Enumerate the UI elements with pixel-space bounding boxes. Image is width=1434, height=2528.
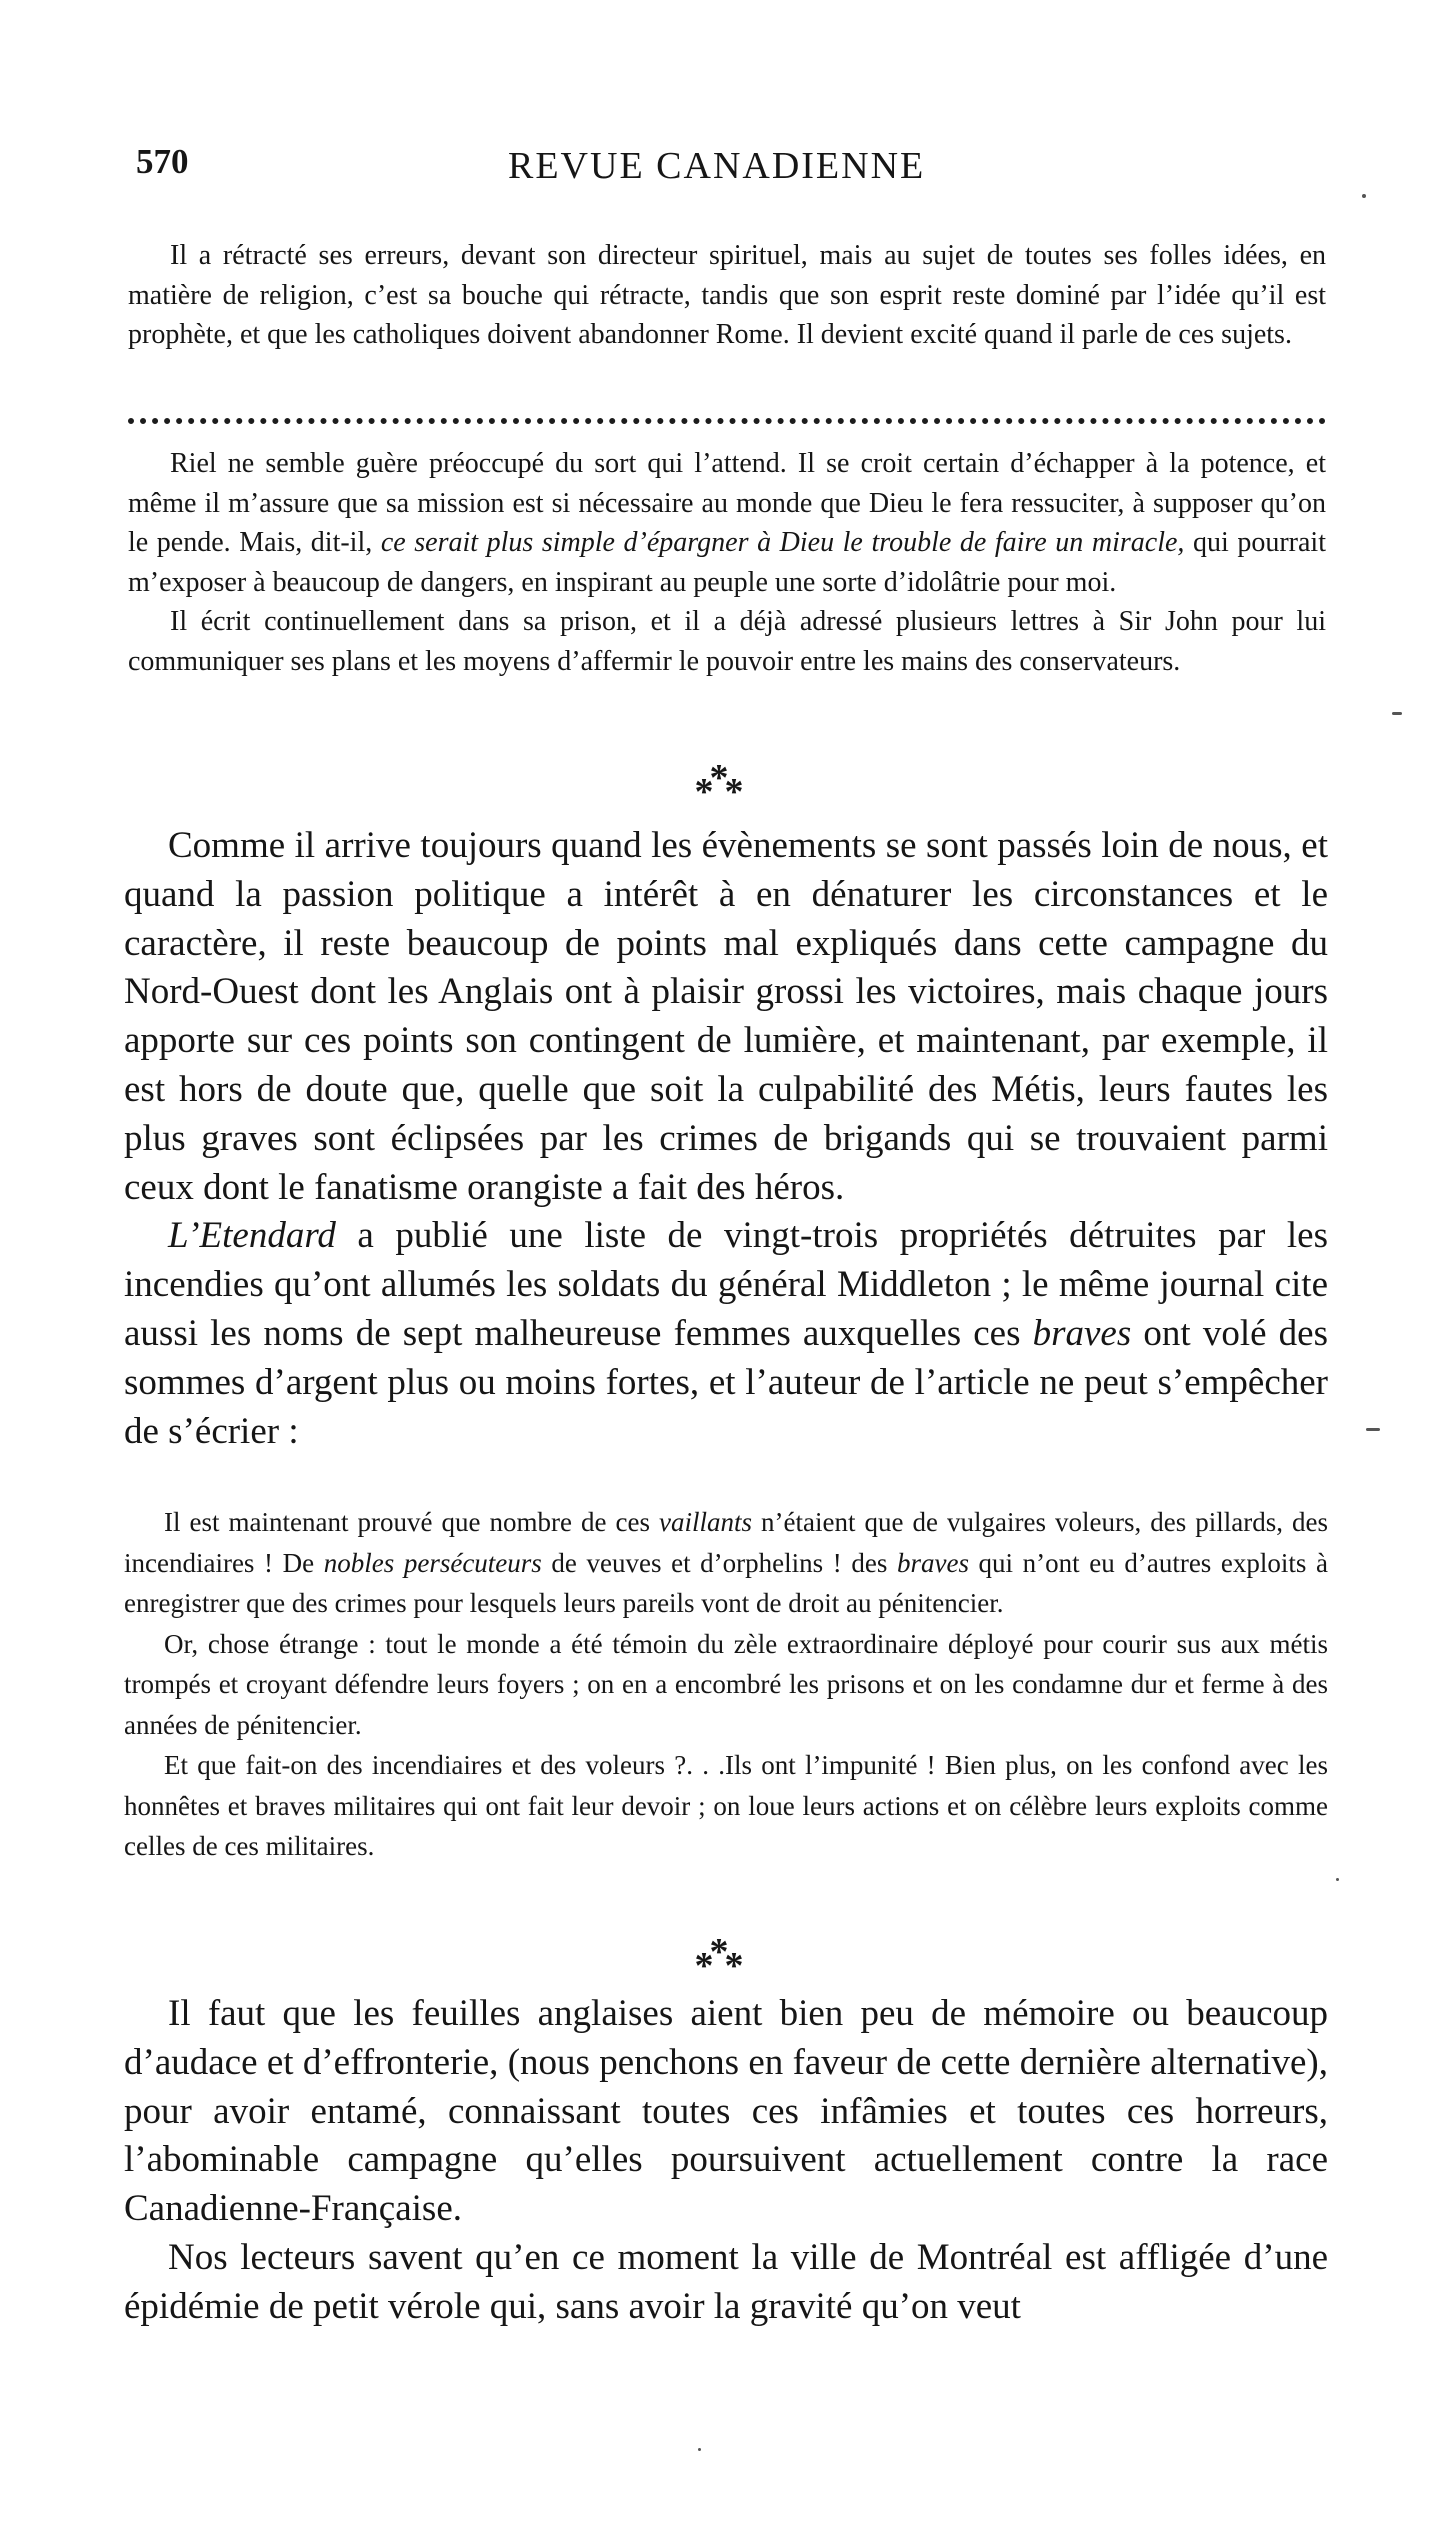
page-header	[128, 140, 1328, 200]
paper-speck	[1336, 1878, 1339, 1881]
italic-text: vaillants	[659, 1507, 752, 1537]
text-run: qui n’ont eu d’autres exploits à enregistrer que des crimes pour lesquels leurs pareils vont de droit au pénitencier.	[124, 1547, 1329, 1618]
text-run: a publié une liste de vingt-trois propriétés détruites par les incendies qu’ont allumés les soldats du général Middleton ; le même journal cite aussi les noms de sept malheureuse femmes auxquelles ces	[124, 1215, 1328, 1354]
paragraph: Il écrit continuellement dans sa prison, et il a déjà adressé plusieurs lettres à Sir John pour lui communiquer ses plans et les moyens d’affermir le pouvoir entre les mains des conservateurs.	[128, 606, 1326, 677]
paper-speck	[1366, 1428, 1380, 1431]
paragraph	[124, 1212, 1328, 1456]
letter-excerpt-bottom	[128, 444, 1326, 681]
text-run: de veuves et d’orphelins ! des	[541, 1547, 897, 1578]
closing-text-block	[124, 1990, 1328, 2332]
paper-speck	[1362, 194, 1366, 198]
asterisk: *	[694, 1945, 710, 1987]
asterisk: *	[724, 771, 740, 813]
paragraph: Il a rétracté ses erreurs, devant son directeur spirituel, mais au sujet de toutes ses folles idées, en matière de religion, c’est sa bouche qui rétracte, tandis que son esprit reste dominé par l’idée qu’il est prophète, et que les catholiques doivent abandonner Rome. Il devient excité quand il parle de ces sujets.	[128, 240, 1326, 350]
main-text-block	[124, 822, 1328, 1456]
asterisk: *	[709, 1931, 725, 1973]
page-number: 570	[136, 142, 189, 181]
text-run: ont volé des sommes d’argent plus ou moins fortes, et l’auteur de l’article ne peut s’empêcher de s’écrier :	[124, 1312, 1328, 1452]
quote-paragraph: Or, chose étrange : tout le monde a été témoin du zèle extraordinaire déployé pour courir sus aux métis trompés et croyant défendre leurs foyers ; on en a encombré les prisons et on les condamne dur et ferme à des années de pénitencier.	[124, 1628, 1328, 1740]
text-run: n’étaient que de vulgaires voleurs, des pillards, des incendiaires ! De	[124, 1507, 1328, 1578]
italic-text: nobles persécuteurs	[323, 1547, 542, 1578]
italic-text: braves	[896, 1547, 969, 1578]
block-quote	[124, 1502, 1328, 1867]
paper-speck	[1392, 712, 1402, 715]
asterism-separator	[0, 1931, 1434, 1988]
paragraph: Nos lecteurs savent qu’en ce moment la ville de Montréal est affligée d’une épidémie de petit vérole qui, sans avoir la gravité qu’on veut	[124, 2236, 1328, 2327]
paragraph: Il faut que les feuilles anglaises aient bien peu de mémoire ou beaucoup d’audace et d’effronterie, (nous penchons en faveur de cette dernière alternative), pour avoir entamé, connaissant toutes ces infâmies et toutes ces horreurs, l’abominable campagne qu’elles poursuivent actuellement contre la race Canadienne-Française.	[124, 1993, 1328, 2230]
quote-paragraph	[124, 1502, 1328, 1624]
italic-text: braves	[1032, 1312, 1132, 1354]
asterisk: *	[709, 757, 725, 799]
asterisk: *	[724, 1945, 740, 1987]
paragraph	[128, 444, 1326, 602]
asterism-separator	[0, 757, 1434, 814]
quote-paragraph: Et que fait-on des incendiaires et des voleurs ?. . .Ils ont l’impunité ! Bien plus, on les confond avec les honnêtes et braves militaires qui ont fait leur devoir ; on loue leurs actions et on célèbre leurs exploits comme celles de ces militaires.	[124, 1750, 1328, 1861]
text-run: Il est maintenant prouvé que nombre de ces	[164, 1507, 659, 1537]
italic-text: ce serait plus simple d’épargner à Dieu le trouble de faire un miracle,	[380, 527, 1185, 558]
letter-excerpt-top	[128, 236, 1326, 355]
text-run: qui pourrait m’exposer à beaucoup de dangers, en inspirant au peuple une sorte d’idolâtrie pour moi.	[128, 527, 1326, 598]
paragraph: Comme il arrive toujours quand les évènements se sont passés loin de nous, et quand la passion politique a intérêt à en dénaturer les circonstances et le caractère, il reste beaucoup de points mal expliqués dans cette campagne du Nord-Ouest dont les Anglais ont à plaisir grossi les victoires, mais chaque jours apporte sur ces points son contingent de lumière, et maintenant, par exemple, il est hors de doute que, quelle que soit la culpabilité des Métis, leurs fautes les plus graves sont éclipsées par les crimes de brigands qui se trouvaient parmi ceux dont le fanatisme orangiste a fait des héros.	[124, 825, 1328, 1208]
text-run: Riel ne semble guère préoccupé du sort qui l’attend. Il se croit certain d’échapper à la potence, et même il m’assure que sa mission est si nécessaire au monde que Dieu le fera ressuciter, à supposer qu’on le pende. Mais, dit-il,	[128, 448, 1326, 558]
running-title: REVUE CANADIENNE	[508, 145, 926, 187]
paper-speck	[698, 2448, 701, 2451]
dotted-separator	[128, 418, 1326, 444]
italic-text: L’Etendard	[168, 1215, 336, 1257]
asterisk: *	[694, 771, 710, 813]
